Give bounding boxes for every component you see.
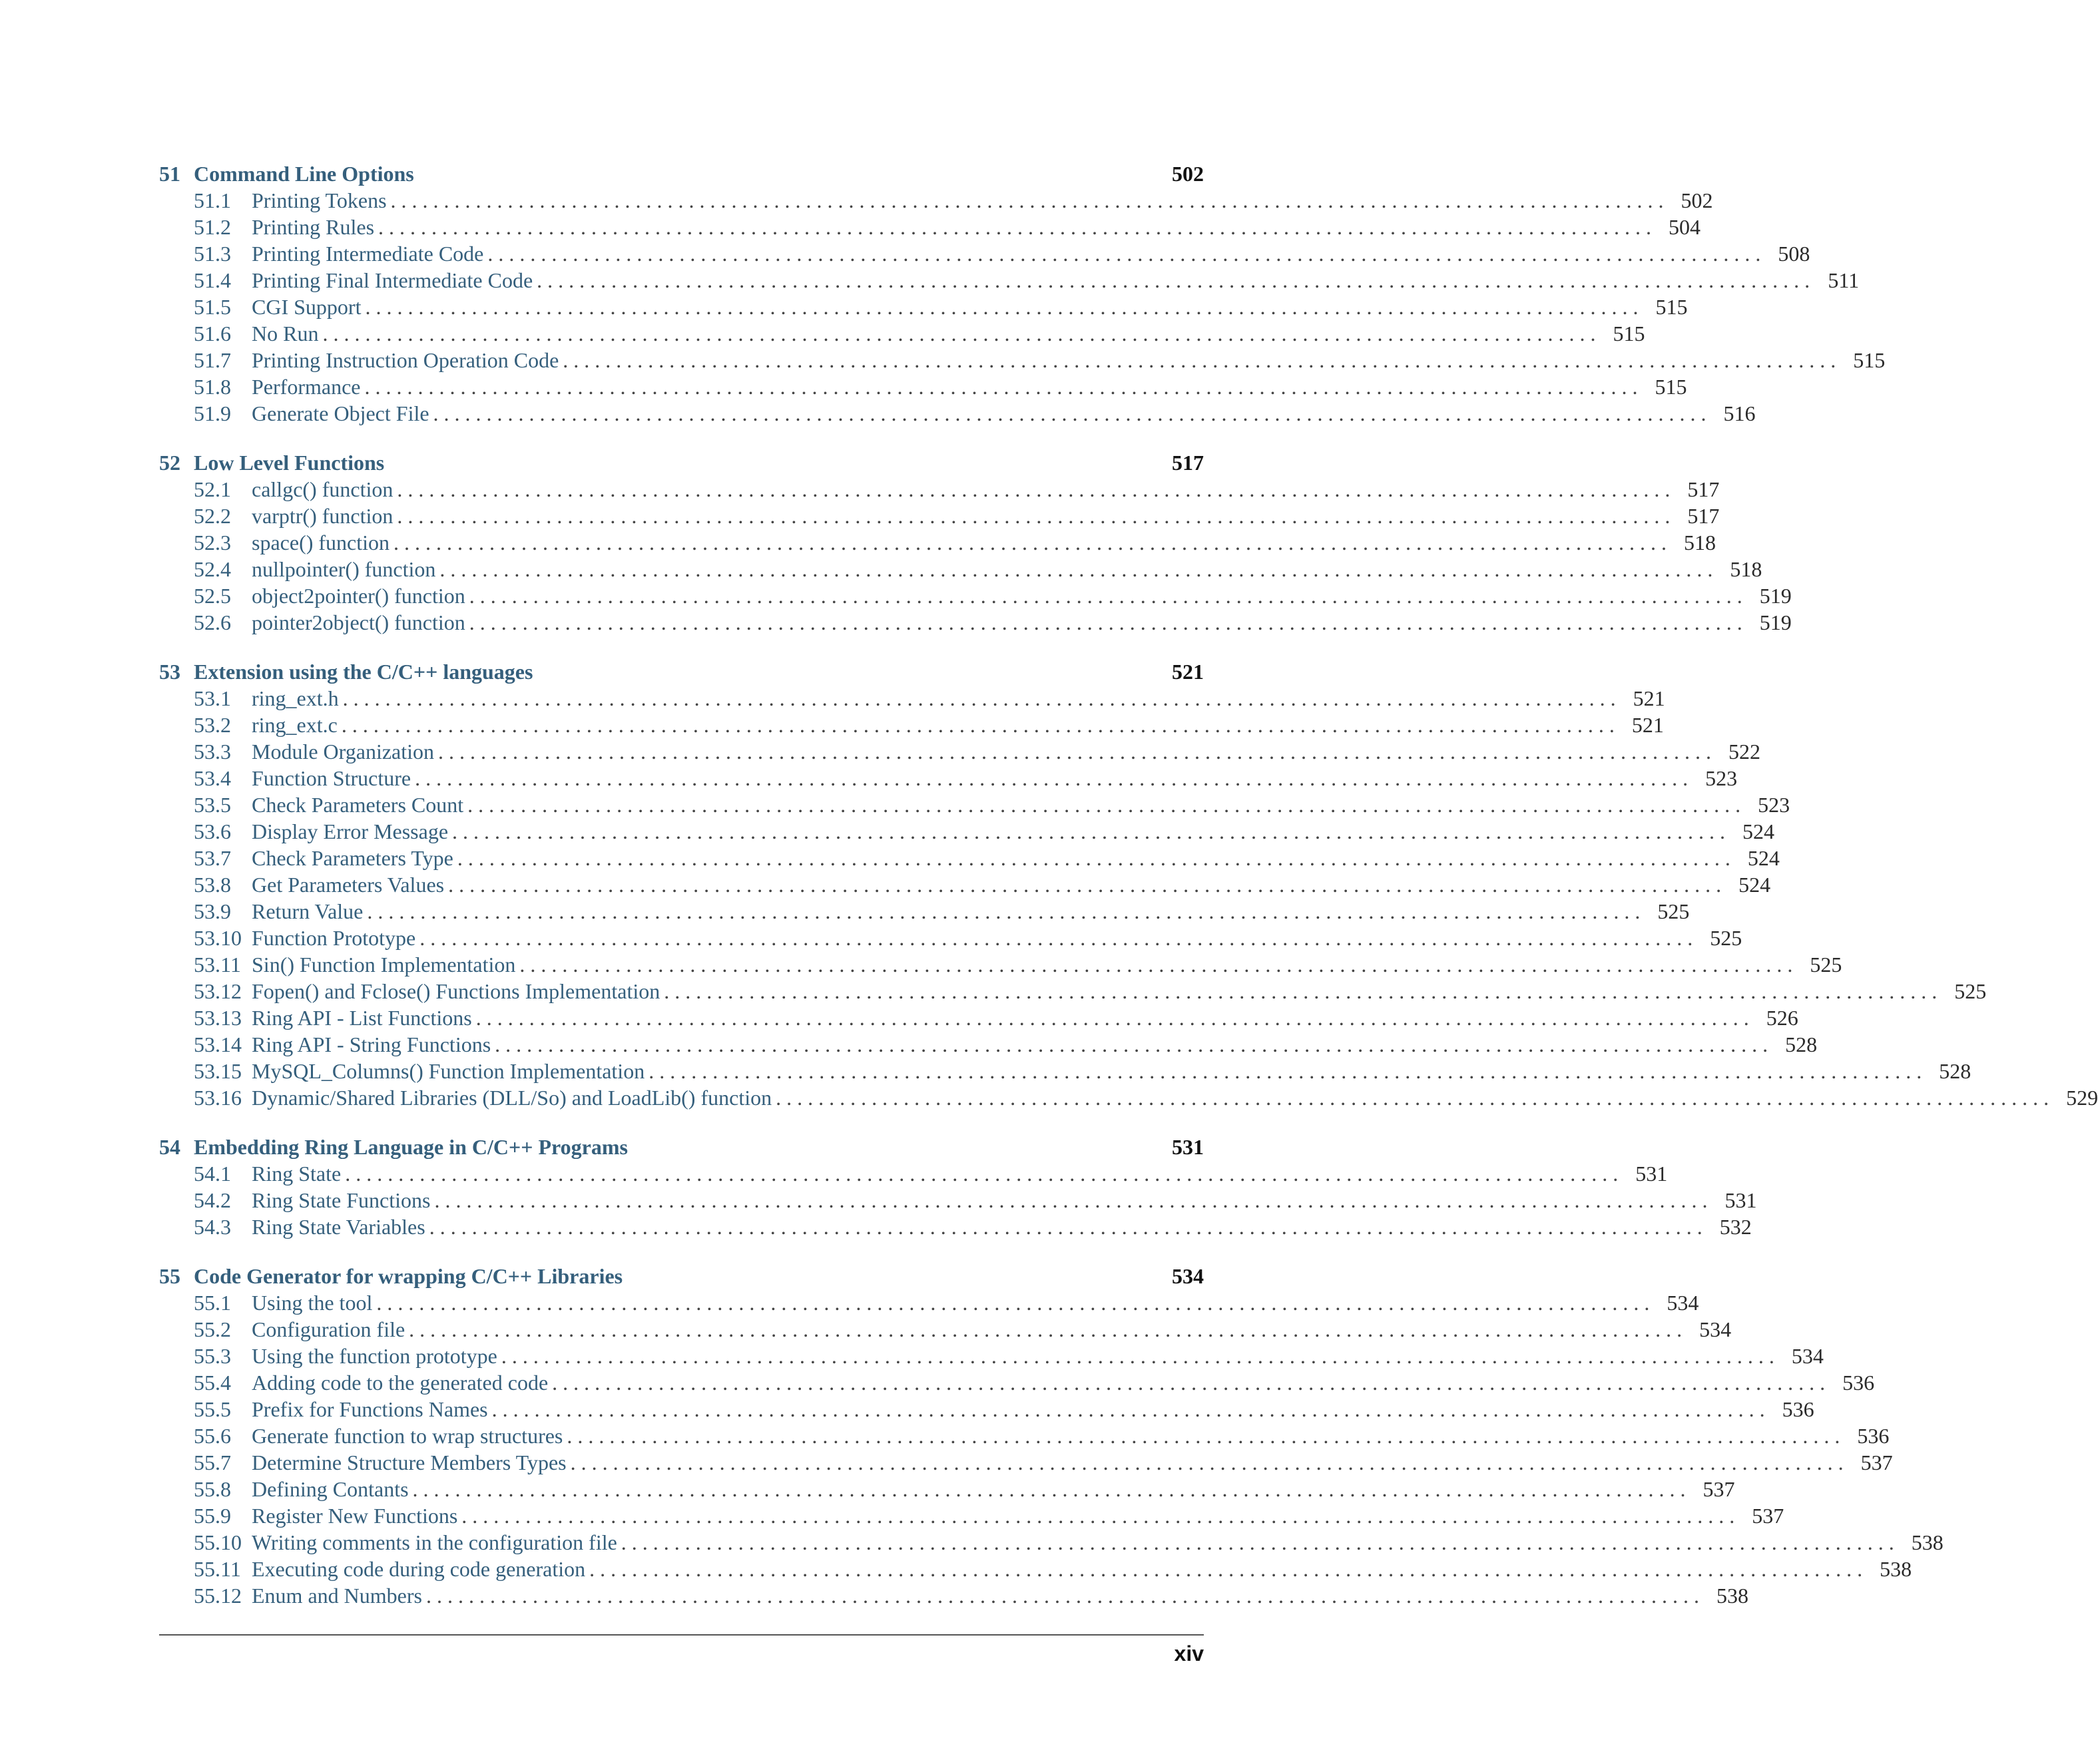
dot-leader: . . . . . . . . . . . . . . . . . . . . . . . . . . . . . . . . . . . . . . . . . . . . . . . . . . . . . . . . . . . . . . . . . . . . . . . . . . . . . . . . . . . . . . . . . . . . . . . . . . . . . . . . . . . . . . . . . . . . . . . . (378, 215, 1652, 239)
section-page[interactable]: 518 (1730, 557, 1762, 581)
section-page[interactable]: 524 (1738, 873, 1771, 897)
section-page[interactable]: 525 (1810, 953, 1842, 977)
section-link[interactable] (159, 346, 1886, 373)
section-link[interactable] (159, 1555, 1912, 1582)
section-link[interactable] (159, 791, 1790, 817)
section-link[interactable] (159, 844, 1780, 871)
section-title[interactable]: Ring State Variables (252, 1215, 425, 1239)
section-link[interactable] (159, 738, 1761, 764)
section-page[interactable]: 528 (1939, 1059, 1971, 1083)
section-title[interactable]: Adding code to the generated code (252, 1371, 549, 1395)
section-link[interactable] (159, 1342, 1824, 1369)
section-title[interactable]: object2pointer() function (252, 584, 465, 608)
section-title[interactable]: ring_ext.h (252, 686, 339, 710)
section-page[interactable]: 518 (1684, 531, 1716, 554)
dot-leader: . . . . . . . . . . . . . . . . . . . . . . . . . . . . . . . . . . . . . . . . . . . . . . . . . . . . . . . . . . . . . . . . . . . . . . . . . . . . . . . . . . . . . . . . . . . . . . . . . . . . . . . . . . . . . . . . . . . . . . . . (439, 557, 1713, 581)
dot-leader: . . . . . . . . . . . . . . . . . . . . . . . . . . . . . . . . . . . . . . . . . . . . . . . . . . . . . . . . . . . . . . . . . . . . . . . . . . . . . . . . . . . . . . . . . . . . . . . . . . . . . . . . . . . . . . . . . . . . . . . . (469, 584, 1742, 608)
section-link[interactable] (159, 399, 1756, 426)
chapter-title[interactable]: Code Generator for wrapping C/C++ Libraries (194, 1264, 623, 1288)
section-page[interactable]: 519 (1759, 584, 1792, 608)
section-page[interactable]: 537 (1752, 1504, 1784, 1528)
section-number[interactable]: 51.4 (194, 268, 231, 292)
chapter-page[interactable]: 531 (1172, 1135, 1204, 1159)
section-link[interactable] (159, 555, 1762, 582)
section-title[interactable]: callgc() function (252, 477, 393, 501)
dot-leader: . . . . . . . . . . . . . . . . . . . . . . . . . . . . . . . . . . . . . . . . . . . . . . . . . . . . . . . . . . . . . . . . . . . . . . . . . . . . . . . . . . . . . . . . . . . . . . . . . . . . . . . . . . . . . . . . . . . . . . . . (469, 610, 1742, 634)
section-number[interactable]: 51.1 (194, 188, 231, 212)
section-number[interactable]: 55.1 (194, 1291, 231, 1315)
section-link[interactable] (159, 1422, 1890, 1448)
section-number[interactable]: 53.9 (194, 899, 231, 923)
section-number[interactable]: 53.8 (194, 873, 231, 897)
dot-leader: . . . . . . . . . . . . . . . . . . . . . . . . . . . . . . . . . . . . . . . . . . . . . . . . . . . . . . . . . . . . . . . . . . . . . . . . . . . . . . . . . . . . . . . . . . . . . . . . . . . . . . . . . . . . . . . . . . . . . . . . (341, 713, 1615, 737)
dot-leader: . . . . . . . . . . . . . . . . . . . . . . . . . . . . . . . . . . . . . . . . . . . . . . . . . . . . . . . . . . . . . . . . . . . . . . . . . . . . . . . . . . . . . . . . . . . . . . . . . . . . . . . . . . . . . . . . . . . . . . . . (570, 1450, 1844, 1474)
chapter-number: 51 (159, 162, 180, 186)
section-number[interactable]: 54.3 (194, 1215, 231, 1239)
section-page[interactable]: 521 (1631, 713, 1664, 737)
section-title[interactable]: Using the function prototype (252, 1344, 497, 1368)
section-link[interactable] (159, 817, 1775, 844)
section-title[interactable]: MySQL_Columns() Function Implementation (252, 1059, 645, 1083)
section-number[interactable]: 51.7 (194, 348, 231, 372)
section-title[interactable]: Printing Rules (252, 215, 375, 239)
chapter (159, 447, 1792, 635)
chapter-page[interactable]: 534 (1172, 1264, 1204, 1288)
section-title[interactable]: Using the tool (252, 1291, 373, 1315)
dot-leader: . . . . . . . . . . . . . . . . . . . . . . . . . . . . . . . . . . . . . . . . . . . . . . . . . . . . . . . . . . . . . . . . . . . . . . . . . . . . . . . . . . . . . . . . . . . . . . . . . . . . . . . . . . . . . . . . . . . . . . . . (429, 1215, 1703, 1239)
section-title[interactable]: Executing code during code generation (252, 1557, 586, 1581)
section-title[interactable]: Writing comments in the configuration file (252, 1530, 617, 1554)
section-link[interactable] (159, 1084, 2098, 1110)
chapter-title[interactable]: Embedding Ring Language in C/C++ Programs (194, 1135, 628, 1159)
dot-leader: . . . . . . . . . . . . . . . . . . . . . . . . . . . . . . . . . . . . . . . . . . . . . . . . . . . . . . . . . . . . . . . . . . . . . . . . . . . . . . . . . . . . . . . . . . . . . . . . . . . . . . . . . . . . . . . . . . . . . . . . (419, 926, 1693, 950)
section-page[interactable]: 532 (1719, 1215, 1752, 1239)
chapter (159, 1261, 1944, 1608)
dot-leader: . . . . . . . . . . . . . . . . . . . . . . . . . . . . . . . . . . . . . . . . . . . . . . . . . . . . . . . . . . . . . . . . . . . . . . . . . . . . . . . . . . . . . . . . . . . . . . . . . . . . . . . . . . . . . . . . . . . . . . . . (409, 1317, 1683, 1341)
chapter-title[interactable]: Low Level Functions (194, 451, 385, 475)
footer-rule (159, 1634, 1204, 1636)
section-link[interactable] (159, 1315, 1732, 1342)
section-number[interactable]: 53.4 (194, 766, 231, 790)
section-link[interactable] (159, 502, 1720, 529)
section-link[interactable] (159, 608, 1792, 635)
section-title[interactable]: Ring API - List Functions (252, 1006, 472, 1030)
section-link[interactable] (159, 1582, 1748, 1608)
dot-leader: . . . . . . . . . . . . . . . . . . . . . . . . . . . . . . . . . . . . . . . . . . . . . . . . . . . . . . . . . . . . . . . . . . . . . . . . . . . . . . . . . . . . . . . . . . . . . . . . . . . . . . . . . . . . . . . . . . . . . . . . (776, 1086, 2049, 1110)
section-link[interactable] (159, 897, 1690, 924)
section-title[interactable]: Check Parameters Type (252, 846, 453, 870)
dot-leader: . . . . . . . . . . . . . . . . . . . . . . . . . . . . . . . . . . . . . . . . . . . . . . . . . . . . . . . . . . . . . . . . . . . . . . . . . . . . . . . . . . . . . . . . . . . . . . . . . . . . . . . . . . . . . . . . . . . . . . . . (501, 1344, 1774, 1368)
section-page[interactable]: 534 (1699, 1317, 1732, 1341)
section-number[interactable]: 54.1 (194, 1162, 231, 1186)
chapter-heading-link[interactable] (159, 447, 1204, 475)
section-number[interactable]: 53.7 (194, 846, 231, 870)
section-page[interactable]: 531 (1635, 1162, 1668, 1186)
section-page[interactable]: 519 (1759, 610, 1792, 634)
dot-leader: . . . . . . . . . . . . . . . . . . . . . . . . . . . . . . . . . . . . . . . . . . . . . . . . . . . . . . . . . . . . . . . . . . . . . . . . . . . . . . . . . . . . . . . . . . . . . . . . . . . . . . . . . . . . . . . . . . . . . . . . (364, 375, 1638, 399)
section-number[interactable]: 55.8 (194, 1477, 231, 1501)
dot-leader: . . . . . . . . . . . . . . . . . . . . . . . . . . . . . . . . . . . . . . . . . . . . . . . . . . . . . . . . . . . . . . . . . . . . . . . . . . . . . . . . . . . . . . . . . . . . . . . . . . . . . . . . . . . . . . . . . . . . . . . . (589, 1557, 1863, 1581)
section-number[interactable]: 53.14 (194, 1032, 242, 1056)
dot-leader: . . . . . . . . . . . . . . . . . . . . . . . . . . . . . . . . . . . . . . . . . . . . . . . . . . . . . . . . . . . . . . . . . . . . . . . . . . . . . . . . . . . . . . . . . . . . . . . . . . . . . . . . . . . . . . . . . . . . . . . . (425, 1584, 1699, 1608)
section-link[interactable] (159, 1160, 1668, 1186)
section-number[interactable]: 52.1 (194, 477, 231, 501)
section-number[interactable]: 53.15 (194, 1059, 242, 1083)
dot-leader: . . . . . . . . . . . . . . . . . . . . . . . . . . . . . . . . . . . . . . . . . . . . . . . . . . . . . . . . . . . . . . . . . . . . . . . . . . . . . . . . . . . . . . . . . . . . . . . . . . . . . . . . . . . . . . . . . . . . . . . . (467, 793, 1741, 817)
section-title[interactable]: Return Value (252, 899, 364, 923)
dot-leader: . . . . . . . . . . . . . . . . . . . . . . . . . . . . . . . . . . . . . . . . . . . . . . . . . . . . . . . . . . . . . . . . . . . . . . . . . . . . . . . . . . . . . . . . . . . . . . . . . . . . . . . . . . . . . . . . . . . . . . . . (342, 686, 1616, 710)
section-number[interactable]: 53.2 (194, 713, 231, 737)
section-number[interactable]: 55.4 (194, 1371, 231, 1395)
section-title[interactable]: Performance (252, 375, 361, 399)
dot-leader: . . . . . . . . . . . . . . . . . . . . . . . . . . . . . . . . . . . . . . . . . . . . . . . . . . . . . . . . . . . . . . . . . . . . . . . . . . . . . . . . . . . . . . . . . . . . . . . . . . . . . . . . . . . . . . . . . . . . . . . . (390, 188, 1664, 212)
dot-leader: . . . . . . . . . . . . . . . . . . . . . . . . . . . . . . . . . . . . . . . . . . . . . . . . . . . . . . . . . . . . . . . . . . . . . . . . . . . . . . . . . . . . . . . . . . . . . . . . . . . . . . . . . . . . . . . . . . . . . . . . (415, 766, 1689, 790)
section-title[interactable]: varptr() function (252, 504, 393, 528)
dot-leader: . . . . . . . . . . . . . . . . . . . . . . . . . . . . . . . . . . . . . . . . . . . . . . . . . . . . . . . . . . . . . . . . . . . . . . . . . . . . . . . . . . . . . . . . . . . . . . . . . . . . . . . . . . . . . . . . . . . . . . . . (397, 477, 1671, 501)
section-title[interactable]: Ring State (252, 1162, 342, 1186)
section-number[interactable]: 52.2 (194, 504, 231, 528)
section-page[interactable]: 525 (1657, 899, 1690, 923)
section-number[interactable]: 51.9 (194, 401, 231, 425)
chapter-page[interactable]: 502 (1172, 162, 1204, 186)
section-link[interactable] (159, 951, 1842, 977)
section-number[interactable]: 53.13 (194, 1006, 242, 1030)
section-title[interactable]: pointer2object() function (252, 610, 465, 634)
section-link[interactable] (159, 213, 1701, 240)
section-page[interactable]: 504 (1669, 215, 1701, 239)
section-title[interactable]: Sin() Function Implementation (252, 953, 516, 977)
section-number[interactable]: 53.10 (194, 926, 242, 950)
section-title[interactable]: Printing Instruction Operation Code (252, 348, 559, 372)
section-page[interactable]: 537 (1703, 1477, 1735, 1501)
section-number[interactable]: 53.5 (194, 793, 231, 817)
section-title[interactable]: Fopen() and Fclose() Functions Implementation (252, 979, 660, 1003)
section-page[interactable]: 528 (1785, 1032, 1818, 1056)
dot-leader: . . . . . . . . . . . . . . . . . . . . . . . . . . . . . . . . . . . . . . . . . . . . . . . . . . . . . . . . . . . . . . . . . . . . . . . . . . . . . . . . . . . . . . . . . . . . . . . . . . . . . . . . . . . . . . . . . . . . . . . . (519, 953, 1793, 977)
section-title[interactable]: Enum and Numbers (252, 1584, 422, 1608)
chapter-title[interactable]: Extension using the C/C++ languages (194, 660, 533, 684)
dot-leader: . . . . . . . . . . . . . . . . . . . . . . . . . . . . . . . . . . . . . . . . . . . . . . . . . . . . . . . . . . . . . . . . . . . . . . . . . . . . . . . . . . . . . . . . . . . . . . . . . . . . . . . . . . . . . . . . . . . . . . . . (412, 1477, 1686, 1501)
section-title[interactable]: Dynamic/Shared Libraries (DLL/So) and LoadLib() function (252, 1086, 772, 1110)
section-link[interactable] (159, 1030, 1818, 1057)
chapter (159, 1132, 1757, 1239)
section-page[interactable]: 515 (1655, 375, 1687, 399)
section-page[interactable]: 538 (1911, 1530, 1944, 1554)
chapter-number: 55 (159, 1264, 180, 1288)
section-page[interactable]: 529 (2066, 1086, 2098, 1110)
section-link[interactable] (159, 1186, 1757, 1213)
section-page[interactable]: 508 (1778, 242, 1810, 266)
section-page[interactable]: 515 (1613, 322, 1645, 345)
dot-leader: . . . . . . . . . . . . . . . . . . . . . . . . . . . . . . . . . . . . . . . . . . . . . . . . . . . . . . . . . . . . . . . . . . . . . . . . . . . . . . . . . . . . . . . . . . . . . . . . . . . . . . . . . . . . . . . . . . . . . . . . (434, 1188, 1708, 1212)
section-link[interactable] (159, 1213, 1752, 1239)
section-link[interactable] (159, 373, 1687, 399)
page-number: xiv (1174, 1642, 1204, 1665)
section-page[interactable]: 524 (1747, 846, 1780, 870)
dot-leader: . . . . . . . . . . . . . . . . . . . . . . . . . . . . . . . . . . . . . . . . . . . . . . . . . . . . . . . . . . . . . . . . . . . . . . . . . . . . . . . . . . . . . . . . . . . . . . . . . . . . . . . . . . . . . . . . . . . . . . . . (438, 740, 1712, 764)
section-number[interactable]: 51.2 (194, 215, 231, 239)
chapter-heading-link[interactable] (159, 1261, 1204, 1289)
section-link[interactable] (159, 475, 1720, 502)
section-link[interactable] (159, 240, 1810, 266)
section-title[interactable]: ring_ext.c (252, 713, 338, 737)
chapter-heading-link[interactable] (159, 1132, 1204, 1160)
section-title[interactable]: Display Error Message (252, 819, 449, 843)
dot-leader: . . . . . . . . . . . . . . . . . . . . . . . . . . . . . . . . . . . . . . . . . . . . . . . . . . . . . . . . . . . . . . . . . . . . . . . . . . . . . . . . . . . . . . . . . . . . . . . . . . . . . . . . . . . . . . . . . . . . . . . . (563, 348, 1836, 372)
chapter-number: 52 (159, 451, 180, 475)
section-link[interactable] (159, 711, 1664, 738)
section-title[interactable]: Printing Final Intermediate Code (252, 268, 533, 292)
dot-leader: . . . . . . . . . . . . . . . . . . . . . . . . . . . . . . . . . . . . . . . . . . . . . . . . . . . . . . . . . . . . . . . . . . . . . . . . . . . . . . . . . . . . . . . . . . . . . . . . . . . . . . . . . . . . . . . . . . . . . . . . (393, 531, 1667, 554)
section-title[interactable]: Module Organization (252, 740, 435, 764)
section-page[interactable]: 538 (1880, 1557, 1912, 1581)
section-link[interactable] (159, 1289, 1699, 1315)
section-page[interactable]: 536 (1857, 1424, 1890, 1448)
section-number[interactable]: 53.1 (194, 686, 231, 710)
section-number[interactable]: 51.6 (194, 322, 231, 345)
section-title[interactable]: Defining Contants (252, 1477, 409, 1501)
section-number[interactable]: 55.9 (194, 1504, 231, 1528)
section-number[interactable]: 53.16 (194, 1086, 242, 1110)
dot-leader: . . . . . . . . . . . . . . . . . . . . . . . . . . . . . . . . . . . . . . . . . . . . . . . . . . . . . . . . . . . . . . . . . . . . . . . . . . . . . . . . . . . . . . . . . . . . . . . . . . . . . . . . . . . . . . . . . . . . . . . . (567, 1424, 1840, 1448)
section-link[interactable] (159, 293, 1688, 320)
section-title[interactable]: Check Parameters Count (252, 793, 464, 817)
section-page[interactable]: 531 (1724, 1188, 1757, 1212)
section-link[interactable] (159, 1369, 1875, 1395)
dot-leader: . . . . . . . . . . . . . . . . . . . . . . . . . . . . . . . . . . . . . . . . . . . . . . . . . . . . . . . . . . . . . . . . . . . . . . . . . . . . . . . . . . . . . . . . . . . . . . . . . . . . . . . . . . . . . . . . . . . . . . . . (397, 504, 1671, 528)
section-page[interactable]: 525 (1954, 979, 1987, 1003)
section-number[interactable]: 53.3 (194, 740, 231, 764)
section-title[interactable]: CGI Support (252, 295, 362, 319)
dot-leader: . . . . . . . . . . . . . . . . . . . . . . . . . . . . . . . . . . . . . . . . . . . . . . . . . . . . . . . . . . . . . . . . . . . . . . . . . . . . . . . . . . . . . . . . . . . . . . . . . . . . . . . . . . . . . . . . . . . . . . . . (491, 1397, 1765, 1421)
section-number[interactable]: 54.2 (194, 1188, 231, 1212)
section-link[interactable] (159, 266, 1860, 293)
section-number[interactable]: 55.5 (194, 1397, 231, 1421)
dot-leader: . . . . . . . . . . . . . . . . . . . . . . . . . . . . . . . . . . . . . . . . . . . . . . . . . . . . . . . . . . . . . . . . . . . . . . . . . . . . . . . . . . . . . . . . . . . . . . . . . . . . . . . . . . . . . . . . . . . . . . . . (433, 401, 1706, 425)
section-link[interactable] (159, 529, 1716, 555)
section-title[interactable]: Ring State Functions (252, 1188, 431, 1212)
section-link[interactable] (159, 320, 1645, 346)
section-title[interactable]: No Run (252, 322, 319, 345)
section-page[interactable]: 538 (1716, 1584, 1748, 1608)
section-page[interactable]: 534 (1791, 1344, 1824, 1368)
section-page[interactable]: 536 (1782, 1397, 1814, 1421)
section-page[interactable]: 516 (1723, 401, 1756, 425)
section-link[interactable] (159, 684, 1665, 711)
section-link[interactable] (159, 1502, 1784, 1528)
section-link[interactable] (159, 1448, 1893, 1475)
section-link[interactable] (159, 1395, 1814, 1422)
section-page[interactable]: 515 (1853, 348, 1886, 372)
chapter-page[interactable]: 521 (1172, 660, 1204, 684)
section-title[interactable]: space() function (252, 531, 390, 554)
section-link[interactable] (159, 186, 1713, 213)
section-title[interactable]: Configuration file (252, 1317, 405, 1341)
dot-leader: . . . . . . . . . . . . . . . . . . . . . . . . . . . . . . . . . . . . . . . . . . . . . . . . . . . . . . . . . . . . . . . . . . . . . . . . . . . . . . . . . . . . . . . . . . . . . . . . . . . . . . . . . . . . . . . . . . . . . . . . (457, 846, 1730, 870)
section-page[interactable]: 511 (1828, 268, 1860, 292)
section-title[interactable]: Printing Intermediate Code (252, 242, 484, 266)
dot-leader: . . . . . . . . . . . . . . . . . . . . . . . . . . . . . . . . . . . . . . . . . . . . . . . . . . . . . . . . . . . . . . . . . . . . . . . . . . . . . . . . . . . . . . . . . . . . . . . . . . . . . . . . . . . . . . . . . . . . . . . . (365, 295, 1639, 319)
chapter-number: 53 (159, 660, 180, 684)
dot-leader: . . . . . . . . . . . . . . . . . . . . . . . . . . . . . . . . . . . . . . . . . . . . . . . . . . . . . . . . . . . . . . . . . . . . . . . . . . . . . . . . . . . . . . . . . . . . . . . . . . . . . . . . . . . . . . . . . . . . . . . . (537, 268, 1810, 292)
section-number[interactable]: 51.5 (194, 295, 231, 319)
section-number[interactable]: 51.3 (194, 242, 231, 266)
section-page[interactable]: 523 (1758, 793, 1790, 817)
dot-leader: . . . . . . . . . . . . . . . . . . . . . . . . . . . . . . . . . . . . . . . . . . . . . . . . . . . . . . . . . . . . . . . . . . . . . . . . . . . . . . . . . . . . . . . . . . . . . . . . . . . . . . . . . . . . . . . . . . . . . . . . (495, 1032, 1768, 1056)
section-link[interactable] (159, 1004, 1798, 1030)
chapter-heading-link[interactable] (159, 158, 1204, 186)
section-link[interactable] (159, 1057, 1971, 1084)
dot-leader: . . . . . . . . . . . . . . . . . . . . . . . . . . . . . . . . . . . . . . . . . . . . . . . . . . . . . . . . . . . . . . . . . . . . . . . . . . . . . . . . . . . . . . . . . . . . . . . . . . . . . . . . . . . . . . . . . . . . . . . . (475, 1006, 1749, 1030)
section-title[interactable]: Get Parameters Values (252, 873, 445, 897)
dot-leader: . . . . . . . . . . . . . . . . . . . . . . . . . . . . . . . . . . . . . . . . . . . . . . . . . . . . . . . . . . . . . . . . . . . . . . . . . . . . . . . . . . . . . . . . . . . . . . . . . . . . . . . . . . . . . . . . . . . . . . . . (448, 873, 1722, 897)
section-title[interactable]: Determine Structure Members Types (252, 1450, 567, 1474)
dot-leader: . . . . . . . . . . . . . . . . . . . . . . . . . . . . . . . . . . . . . . . . . . . . . . . . . . . . . . . . . . . . . . . . . . . . . . . . . . . . . . . . . . . . . . . . . . . . . . . . . . . . . . . . . . . . . . . . . . . . . . . . (322, 322, 1596, 345)
section-link[interactable] (159, 871, 1771, 897)
section-link[interactable] (159, 764, 1738, 791)
section-number[interactable]: 52.6 (194, 610, 231, 634)
section-number[interactable]: 55.6 (194, 1424, 231, 1448)
chapter (159, 656, 2098, 1110)
section-page[interactable]: 517 (1687, 477, 1720, 501)
section-title[interactable]: Generate Object File (252, 401, 429, 425)
section-link[interactable] (159, 977, 1987, 1004)
section-title[interactable]: Ring API - String Functions (252, 1032, 491, 1056)
section-number[interactable]: 51.8 (194, 375, 231, 399)
dot-leader: . . . . . . . . . . . . . . . . . . . . . . . . . . . . . . . . . . . . . . . . . . . . . . . . . . . . . . . . . . . . . . . . . . . . . . . . . . . . . . . . . . . . . . . . . . . . . . . . . . . . . . . . . . . . . . . . . . . . . . . . (376, 1291, 1650, 1315)
section-title[interactable]: Prefix for Functions Names (252, 1397, 488, 1421)
dot-leader: . . . . . . . . . . . . . . . . . . . . . . . . . . . . . . . . . . . . . . . . . . . . . . . . . . . . . . . . . . . . . . . . . . . . . . . . . . . . . . . . . . . . . . . . . . . . . . . . . . . . . . . . . . . . . . . . . . . . . . . . (664, 979, 1938, 1003)
section-number[interactable]: 52.3 (194, 531, 231, 554)
section-number[interactable]: 55.3 (194, 1344, 231, 1368)
section-page[interactable]: 517 (1687, 504, 1720, 528)
section-number[interactable]: 55.10 (194, 1530, 242, 1554)
section-title[interactable]: Printing Tokens (252, 188, 387, 212)
section-title[interactable]: Register New Functions (252, 1504, 458, 1528)
dot-leader: . . . . . . . . . . . . . . . . . . . . . . . . . . . . . . . . . . . . . . . . . . . . . . . . . . . . . . . . . . . . . . . . . . . . . . . . . . . . . . . . . . . . . . . . . . . . . . . . . . . . . . . . . . . . . . . . . . . . . . . . (621, 1530, 1894, 1554)
section-page[interactable]: 502 (1681, 188, 1713, 212)
chapter-number: 54 (159, 1135, 180, 1159)
section-page[interactable]: 536 (1842, 1371, 1875, 1395)
section-page[interactable]: 534 (1667, 1291, 1699, 1315)
chapter-heading-link[interactable] (159, 656, 1204, 684)
section-link[interactable] (159, 924, 1742, 951)
dot-leader: . . . . . . . . . . . . . . . . . . . . . . . . . . . . . . . . . . . . . . . . . . . . . . . . . . . . . . . . . . . . . . . . . . . . . . . . . . . . . . . . . . . . . . . . . . . . . . . . . . . . . . . . . . . . . . . . . . . . . . . . (649, 1059, 1922, 1083)
section-link[interactable] (159, 1528, 1944, 1555)
section-number[interactable]: 53.11 (194, 953, 241, 977)
section-link[interactable] (159, 582, 1792, 608)
dot-leader: . . . . . . . . . . . . . . . . . . . . . . . . . . . . . . . . . . . . . . . . . . . . . . . . . . . . . . . . . . . . . . . . . . . . . . . . . . . . . . . . . . . . . . . . . . . . . . . . . . . . . . . . . . . . . . . . . . . . . . . . (367, 899, 1641, 923)
section-page[interactable]: 515 (1655, 295, 1688, 319)
section-page[interactable]: 524 (1742, 819, 1775, 843)
section-number[interactable]: 55.2 (194, 1317, 231, 1341)
section-page[interactable]: 521 (1633, 686, 1665, 710)
dot-leader: . . . . . . . . . . . . . . . . . . . . . . . . . . . . . . . . . . . . . . . . . . . . . . . . . . . . . . . . . . . . . . . . . . . . . . . . . . . . . . . . . . . . . . . . . . . . . . . . . . . . . . . . . . . . . . . . . . . . . . . . (552, 1371, 1826, 1395)
section-number[interactable]: 53.6 (194, 819, 231, 843)
dot-leader: . . . . . . . . . . . . . . . . . . . . . . . . . . . . . . . . . . . . . . . . . . . . . . . . . . . . . . . . . . . . . . . . . . . . . . . . . . . . . . . . . . . . . . . . . . . . . . . . . . . . . . . . . . . . . . . . . . . . . . . . (345, 1162, 1619, 1186)
table-of-contents (159, 158, 2098, 1608)
dot-leader: . . . . . . . . . . . . . . . . . . . . . . . . . . . . . . . . . . . . . . . . . . . . . . . . . . . . . . . . . . . . . . . . . . . . . . . . . . . . . . . . . . . . . . . . . . . . . . . . . . . . . . . . . . . . . . . . . . . . . . . . (487, 242, 1761, 266)
section-page[interactable]: 537 (1860, 1450, 1893, 1474)
chapter (159, 158, 1886, 426)
section-page[interactable]: 525 (1710, 926, 1742, 950)
section-number[interactable]: 55.12 (194, 1584, 242, 1608)
dot-leader: . . . . . . . . . . . . . . . . . . . . . . . . . . . . . . . . . . . . . . . . . . . . . . . . . . . . . . . . . . . . . . . . . . . . . . . . . . . . . . . . . . . . . . . . . . . . . . . . . . . . . . . . . . . . . . . . . . . . . . . . (461, 1504, 1735, 1528)
dot-leader: . . . . . . . . . . . . . . . . . . . . . . . . . . . . . . . . . . . . . . . . . . . . . . . . . . . . . . . . . . . . . . . . . . . . . . . . . . . . . . . . . . . . . . . . . . . . . . . . . . . . . . . . . . . . . . . . . . . . . . . . (452, 819, 1726, 843)
section-title[interactable]: nullpointer() function (252, 557, 436, 581)
chapter-page[interactable]: 517 (1172, 451, 1204, 475)
section-title[interactable]: Generate function to wrap structures (252, 1424, 563, 1448)
chapter-title[interactable]: Command Line Options (194, 162, 414, 186)
section-number[interactable]: 52.5 (194, 584, 231, 608)
section-title[interactable]: Function Structure (252, 766, 411, 790)
section-number[interactable]: 55.7 (194, 1450, 231, 1474)
section-title[interactable]: Function Prototype (252, 926, 416, 950)
section-number[interactable]: 53.12 (194, 979, 242, 1003)
section-link[interactable] (159, 1475, 1735, 1502)
section-page[interactable]: 526 (1766, 1006, 1798, 1030)
section-number[interactable]: 52.4 (194, 557, 231, 581)
section-page[interactable]: 522 (1728, 740, 1761, 764)
section-page[interactable]: 523 (1705, 766, 1738, 790)
section-number[interactable]: 55.11 (194, 1557, 241, 1581)
